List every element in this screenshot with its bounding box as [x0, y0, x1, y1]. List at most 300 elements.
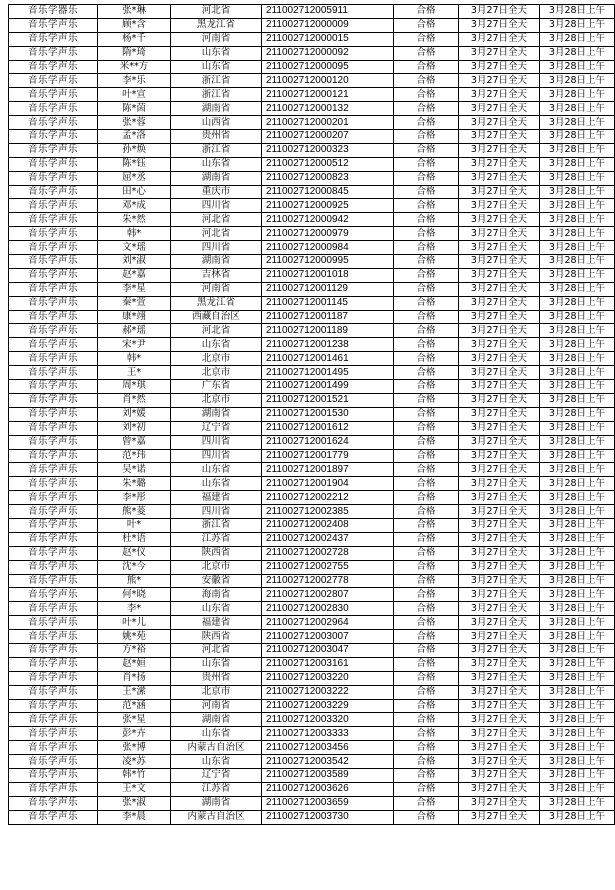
cell-result: 合格: [394, 338, 459, 352]
cell-result: 合格: [394, 810, 459, 824]
cell-name: 肖*然: [98, 393, 171, 407]
cell-major: 音乐学声乐: [9, 241, 98, 255]
cell-province: 湖南省: [171, 796, 262, 810]
cell-day1: 3月27日全天: [459, 366, 540, 380]
cell-name: 姚*苑: [98, 630, 171, 644]
table-row: [9, 60, 615, 74]
cell-major: 音乐学声乐: [9, 477, 98, 491]
cell-name: 张*琳: [98, 5, 171, 19]
cell-exam-id: 211002712000823: [262, 171, 394, 185]
cell-major: 音乐学声乐: [9, 199, 98, 213]
cell-province: 吉林省: [171, 268, 262, 282]
cell-name: 朱*璐: [98, 477, 171, 491]
table-row: [9, 282, 615, 296]
cell-province: 四川省: [171, 199, 262, 213]
cell-day2: 3月28日上午: [540, 5, 615, 19]
cell-day2: 3月28日上午: [540, 116, 615, 130]
cell-major: 音乐学声乐: [9, 421, 98, 435]
cell-name: 杨*千: [98, 32, 171, 46]
cell-major: 音乐学声乐: [9, 74, 98, 88]
cell-result: 合格: [394, 227, 459, 241]
table-row: [9, 46, 615, 60]
cell-day1: 3月27日全天: [459, 32, 540, 46]
cell-result: 合格: [394, 32, 459, 46]
cell-major: 音乐学声乐: [9, 282, 98, 296]
cell-result: 合格: [394, 463, 459, 477]
cell-province: 湖南省: [171, 102, 262, 116]
cell-day1: 3月27日全天: [459, 255, 540, 269]
cell-exam-id: 211002712001779: [262, 449, 394, 463]
table-row: [9, 588, 615, 602]
cell-major: 音乐学声乐: [9, 616, 98, 630]
cell-result: 合格: [394, 88, 459, 102]
cell-major: 音乐学声乐: [9, 671, 98, 685]
table-row: [9, 768, 615, 782]
table-row: [9, 602, 615, 616]
cell-exam-id: 211002712001521: [262, 393, 394, 407]
cell-province: 黑龙江省: [171, 18, 262, 32]
cell-major: 音乐学声乐: [9, 630, 98, 644]
cell-result: 合格: [394, 546, 459, 560]
cell-day1: 3月27日全天: [459, 755, 540, 769]
cell-exam-id: 211002712002408: [262, 518, 394, 532]
cell-name: 秦*萱: [98, 296, 171, 310]
cell-exam-id: 211002712000120: [262, 74, 394, 88]
cell-province: 重庆市: [171, 185, 262, 199]
cell-day2: 3月28日上午: [540, 143, 615, 157]
cell-day1: 3月27日全天: [459, 199, 540, 213]
cell-exam-id: 211002712001187: [262, 310, 394, 324]
cell-result: 合格: [394, 616, 459, 630]
cell-exam-id: 211002712001904: [262, 477, 394, 491]
cell-day2: 3月28日上午: [540, 157, 615, 171]
table-row: [9, 32, 615, 46]
cell-exam-id: 211002712001145: [262, 296, 394, 310]
cell-major: 音乐学声乐: [9, 213, 98, 227]
table-row: [9, 435, 615, 449]
cell-exam-id: 211002712001129: [262, 282, 394, 296]
cell-major: 音乐学声乐: [9, 574, 98, 588]
cell-day2: 3月28日上午: [540, 241, 615, 255]
cell-day1: 3月27日全天: [459, 768, 540, 782]
cell-major: 音乐学声乐: [9, 268, 98, 282]
cell-name: 肖*扬: [98, 671, 171, 685]
cell-major: 音乐学器乐: [9, 5, 98, 19]
cell-day2: 3月28日上午: [540, 18, 615, 32]
cell-day1: 3月27日全天: [459, 74, 540, 88]
cell-result: 合格: [394, 657, 459, 671]
cell-day2: 3月28日上午: [540, 268, 615, 282]
cell-result: 合格: [394, 213, 459, 227]
table-row: [9, 157, 615, 171]
cell-day2: 3月28日上午: [540, 671, 615, 685]
cell-major: 音乐学声乐: [9, 60, 98, 74]
cell-name: 杜*语: [98, 532, 171, 546]
cell-province: 山东省: [171, 602, 262, 616]
cell-day2: 3月28日上午: [540, 768, 615, 782]
cell-name: 隋*琦: [98, 46, 171, 60]
table-row: [9, 643, 615, 657]
cell-day1: 3月27日全天: [459, 116, 540, 130]
cell-major: 音乐学声乐: [9, 102, 98, 116]
table-row: [9, 407, 615, 421]
cell-name: 张*淑: [98, 796, 171, 810]
cell-result: 合格: [394, 713, 459, 727]
cell-exam-id: 211002712003659: [262, 796, 394, 810]
cell-day2: 3月28日上午: [540, 74, 615, 88]
cell-day2: 3月28日上午: [540, 602, 615, 616]
cell-day1: 3月27日全天: [459, 102, 540, 116]
cell-province: 山西省: [171, 116, 262, 130]
cell-major: 音乐学声乐: [9, 157, 98, 171]
cell-province: 江苏省: [171, 782, 262, 796]
cell-day1: 3月27日全天: [459, 143, 540, 157]
cell-day1: 3月27日全天: [459, 574, 540, 588]
cell-day1: 3月27日全天: [459, 296, 540, 310]
cell-day2: 3月28日上午: [540, 491, 615, 505]
cell-province: 河北省: [171, 5, 262, 19]
cell-name: 赵*姮: [98, 657, 171, 671]
cell-day1: 3月27日全天: [459, 713, 540, 727]
cell-day2: 3月28日上午: [540, 685, 615, 699]
cell-province: 河北省: [171, 643, 262, 657]
cell-day2: 3月28日上午: [540, 796, 615, 810]
cell-result: 合格: [394, 199, 459, 213]
table-row: [9, 130, 615, 144]
cell-major: 音乐学声乐: [9, 518, 98, 532]
cell-day1: 3月27日全天: [459, 477, 540, 491]
cell-name: 韩*: [98, 227, 171, 241]
cell-name: 郝*瑶: [98, 324, 171, 338]
cell-day1: 3月27日全天: [459, 60, 540, 74]
cell-day1: 3月27日全天: [459, 546, 540, 560]
cell-name: 叶*宣: [98, 88, 171, 102]
table-row: [9, 671, 615, 685]
cell-exam-id: 211002712002807: [262, 588, 394, 602]
cell-name: 顾*含: [98, 18, 171, 32]
cell-province: 河北省: [171, 213, 262, 227]
table-row: [9, 241, 615, 255]
cell-major: 音乐学声乐: [9, 338, 98, 352]
cell-major: 音乐学声乐: [9, 227, 98, 241]
cell-name: 李*晨: [98, 810, 171, 824]
cell-day2: 3月28日上午: [540, 421, 615, 435]
table-row: [9, 810, 615, 824]
cell-name: 方*裕: [98, 643, 171, 657]
cell-exam-id: 211002712003220: [262, 671, 394, 685]
table-row: [9, 491, 615, 505]
cell-exam-id: 211002712002755: [262, 560, 394, 574]
cell-major: 音乐学声乐: [9, 352, 98, 366]
cell-exam-id: 211002712003229: [262, 699, 394, 713]
cell-exam-id: 211002712001018: [262, 268, 394, 282]
cell-day2: 3月28日上午: [540, 227, 615, 241]
cell-name: 周*琪: [98, 380, 171, 394]
table-row: [9, 102, 615, 116]
cell-exam-id: 211002712000323: [262, 143, 394, 157]
cell-day1: 3月27日全天: [459, 213, 540, 227]
table-row: [9, 449, 615, 463]
cell-day1: 3月27日全天: [459, 588, 540, 602]
cell-major: 音乐学声乐: [9, 130, 98, 144]
cell-exam-id: 211002712003456: [262, 741, 394, 755]
cell-name: 陈*茵: [98, 102, 171, 116]
cell-exam-id: 211002712002385: [262, 505, 394, 519]
cell-name: 叶*: [98, 518, 171, 532]
cell-result: 合格: [394, 741, 459, 755]
cell-exam-id: 211002712000132: [262, 102, 394, 116]
cell-exam-id: 211002712002964: [262, 616, 394, 630]
cell-province: 湖南省: [171, 171, 262, 185]
cell-result: 合格: [394, 435, 459, 449]
cell-province: 山东省: [171, 657, 262, 671]
table-row: [9, 421, 615, 435]
cell-province: 贵州省: [171, 130, 262, 144]
cell-name: 刘*初: [98, 421, 171, 435]
cell-province: 福建省: [171, 491, 262, 505]
cell-day2: 3月28日上午: [540, 449, 615, 463]
cell-exam-id: 211002712003542: [262, 755, 394, 769]
cell-exam-id: 211002712000995: [262, 255, 394, 269]
cell-day1: 3月27日全天: [459, 782, 540, 796]
cell-major: 音乐学声乐: [9, 782, 98, 796]
table-row: [9, 713, 615, 727]
cell-day2: 3月28日上午: [540, 282, 615, 296]
table-row: [9, 546, 615, 560]
cell-exam-id: 211002712002778: [262, 574, 394, 588]
cell-name: 何*晓: [98, 588, 171, 602]
results-table-body: [9, 5, 615, 825]
cell-province: 贵州省: [171, 671, 262, 685]
cell-exam-id: 211002712003222: [262, 685, 394, 699]
cell-major: 音乐学声乐: [9, 171, 98, 185]
cell-day1: 3月27日全天: [459, 518, 540, 532]
cell-major: 音乐学声乐: [9, 741, 98, 755]
cell-result: 合格: [394, 282, 459, 296]
cell-result: 合格: [394, 727, 459, 741]
cell-major: 音乐学声乐: [9, 643, 98, 657]
cell-day1: 3月27日全天: [459, 421, 540, 435]
cell-exam-id: 211002712001461: [262, 352, 394, 366]
table-row: [9, 657, 615, 671]
cell-day1: 3月27日全天: [459, 46, 540, 60]
table-row: [9, 199, 615, 213]
cell-exam-id: 211002712000979: [262, 227, 394, 241]
cell-day2: 3月28日上午: [540, 643, 615, 657]
cell-day2: 3月28日上午: [540, 88, 615, 102]
cell-exam-id: 211002712001530: [262, 407, 394, 421]
cell-result: 合格: [394, 671, 459, 685]
cell-exam-id: 211002712003047: [262, 643, 394, 657]
table-row: [9, 616, 615, 630]
table-row: [9, 685, 615, 699]
cell-name: 赵*仪: [98, 546, 171, 560]
cell-result: 合格: [394, 171, 459, 185]
cell-exam-id: 211002712000095: [262, 60, 394, 74]
cell-result: 合格: [394, 74, 459, 88]
cell-major: 音乐学声乐: [9, 602, 98, 616]
cell-day1: 3月27日全天: [459, 449, 540, 463]
cell-province: 浙江省: [171, 88, 262, 102]
table-row: [9, 185, 615, 199]
cell-day2: 3月28日上午: [540, 60, 615, 74]
cell-result: 合格: [394, 699, 459, 713]
cell-major: 音乐学声乐: [9, 296, 98, 310]
cell-name: 熊*菱: [98, 505, 171, 519]
cell-major: 音乐学声乐: [9, 505, 98, 519]
cell-day1: 3月27日全天: [459, 227, 540, 241]
cell-day1: 3月27日全天: [459, 560, 540, 574]
cell-major: 音乐学声乐: [9, 143, 98, 157]
cell-exam-id: 211002712003007: [262, 630, 394, 644]
cell-day2: 3月28日上午: [540, 588, 615, 602]
cell-name: 李*乐: [98, 74, 171, 88]
cell-major: 音乐学声乐: [9, 449, 98, 463]
cell-name: 王*: [98, 366, 171, 380]
cell-exam-id: 211002712001897: [262, 463, 394, 477]
cell-day1: 3月27日全天: [459, 380, 540, 394]
cell-result: 合格: [394, 46, 459, 60]
cell-province: 河北省: [171, 324, 262, 338]
cell-province: 四川省: [171, 505, 262, 519]
cell-day1: 3月27日全天: [459, 727, 540, 741]
table-row: [9, 143, 615, 157]
cell-province: 湖南省: [171, 407, 262, 421]
cell-day2: 3月28日上午: [540, 407, 615, 421]
cell-day2: 3月28日上午: [540, 296, 615, 310]
cell-major: 音乐学声乐: [9, 657, 98, 671]
cell-province: 浙江省: [171, 143, 262, 157]
table-row: [9, 393, 615, 407]
cell-day1: 3月27日全天: [459, 185, 540, 199]
cell-day1: 3月27日全天: [459, 5, 540, 19]
cell-major: 音乐学声乐: [9, 463, 98, 477]
cell-exam-id: 211002712000201: [262, 116, 394, 130]
cell-day1: 3月27日全天: [459, 241, 540, 255]
cell-major: 音乐学声乐: [9, 380, 98, 394]
cell-province: 山东省: [171, 727, 262, 741]
cell-exam-id: 211002712000925: [262, 199, 394, 213]
cell-result: 合格: [394, 268, 459, 282]
cell-result: 合格: [394, 518, 459, 532]
cell-result: 合格: [394, 685, 459, 699]
cell-day1: 3月27日全天: [459, 282, 540, 296]
cell-exam-id: 211002712000015: [262, 32, 394, 46]
cell-day2: 3月28日上午: [540, 657, 615, 671]
cell-province: 陕西省: [171, 630, 262, 644]
cell-result: 合格: [394, 505, 459, 519]
cell-result: 合格: [394, 130, 459, 144]
table-row: [9, 213, 615, 227]
cell-result: 合格: [394, 491, 459, 505]
cell-exam-id: 211002712000121: [262, 88, 394, 102]
table-row: [9, 380, 615, 394]
cell-exam-id: 211002712000942: [262, 213, 394, 227]
table-row: [9, 310, 615, 324]
table-row: [9, 532, 615, 546]
cell-exam-id: 211002712003161: [262, 657, 394, 671]
cell-province: 山东省: [171, 477, 262, 491]
table-row: [9, 477, 615, 491]
cell-day2: 3月28日上午: [540, 532, 615, 546]
table-row: [9, 630, 615, 644]
cell-major: 音乐学声乐: [9, 18, 98, 32]
cell-province: 福建省: [171, 616, 262, 630]
cell-day2: 3月28日上午: [540, 477, 615, 491]
cell-name: 张*博: [98, 741, 171, 755]
cell-day2: 3月28日上午: [540, 255, 615, 269]
table-row: [9, 227, 615, 241]
cell-day2: 3月28日上午: [540, 435, 615, 449]
cell-province: 北京市: [171, 685, 262, 699]
cell-exam-id: 211002712000845: [262, 185, 394, 199]
cell-major: 音乐学声乐: [9, 366, 98, 380]
cell-name: 韩*: [98, 352, 171, 366]
cell-exam-id: 211002712001499: [262, 380, 394, 394]
cell-major: 音乐学声乐: [9, 310, 98, 324]
cell-name: 李*彤: [98, 491, 171, 505]
cell-name: 韩*竹: [98, 768, 171, 782]
cell-day2: 3月28日上午: [540, 630, 615, 644]
cell-exam-id: 211002712003589: [262, 768, 394, 782]
cell-major: 音乐学声乐: [9, 546, 98, 560]
cell-major: 音乐学声乐: [9, 32, 98, 46]
cell-name: 田*心: [98, 185, 171, 199]
cell-day2: 3月28日上午: [540, 380, 615, 394]
cell-day1: 3月27日全天: [459, 505, 540, 519]
cell-major: 音乐学声乐: [9, 393, 98, 407]
cell-name: 孙*焕: [98, 143, 171, 157]
cell-day1: 3月27日全天: [459, 671, 540, 685]
cell-province: 山东省: [171, 755, 262, 769]
cell-day2: 3月28日上午: [540, 755, 615, 769]
cell-result: 合格: [394, 18, 459, 32]
cell-province: 山东省: [171, 46, 262, 60]
cell-province: 江苏省: [171, 532, 262, 546]
cell-result: 合格: [394, 366, 459, 380]
cell-result: 合格: [394, 768, 459, 782]
cell-result: 合格: [394, 477, 459, 491]
cell-province: 湖南省: [171, 255, 262, 269]
table-row: [9, 352, 615, 366]
cell-province: 浙江省: [171, 74, 262, 88]
table-row: [9, 255, 615, 269]
cell-major: 音乐学声乐: [9, 768, 98, 782]
results-table: [8, 4, 615, 825]
cell-name: 叶*儿: [98, 616, 171, 630]
cell-result: 合格: [394, 310, 459, 324]
cell-day2: 3月28日上午: [540, 46, 615, 60]
cell-name: 宋*尹: [98, 338, 171, 352]
table-row: [9, 116, 615, 130]
cell-major: 音乐学声乐: [9, 255, 98, 269]
cell-day1: 3月27日全天: [459, 796, 540, 810]
table-row: [9, 324, 615, 338]
cell-major: 音乐学声乐: [9, 46, 98, 60]
cell-exam-id: 211002712002212: [262, 491, 394, 505]
cell-province: 四川省: [171, 241, 262, 255]
cell-exam-id: 211002712003626: [262, 782, 394, 796]
cell-name: 屈*丞: [98, 171, 171, 185]
cell-day1: 3月27日全天: [459, 741, 540, 755]
cell-province: 内蒙古自治区: [171, 741, 262, 755]
cell-province: 安徽省: [171, 574, 262, 588]
table-row: [9, 463, 615, 477]
cell-major: 音乐学声乐: [9, 727, 98, 741]
table-row: [9, 171, 615, 185]
table-row: [9, 755, 615, 769]
cell-name: 刘*媛: [98, 407, 171, 421]
